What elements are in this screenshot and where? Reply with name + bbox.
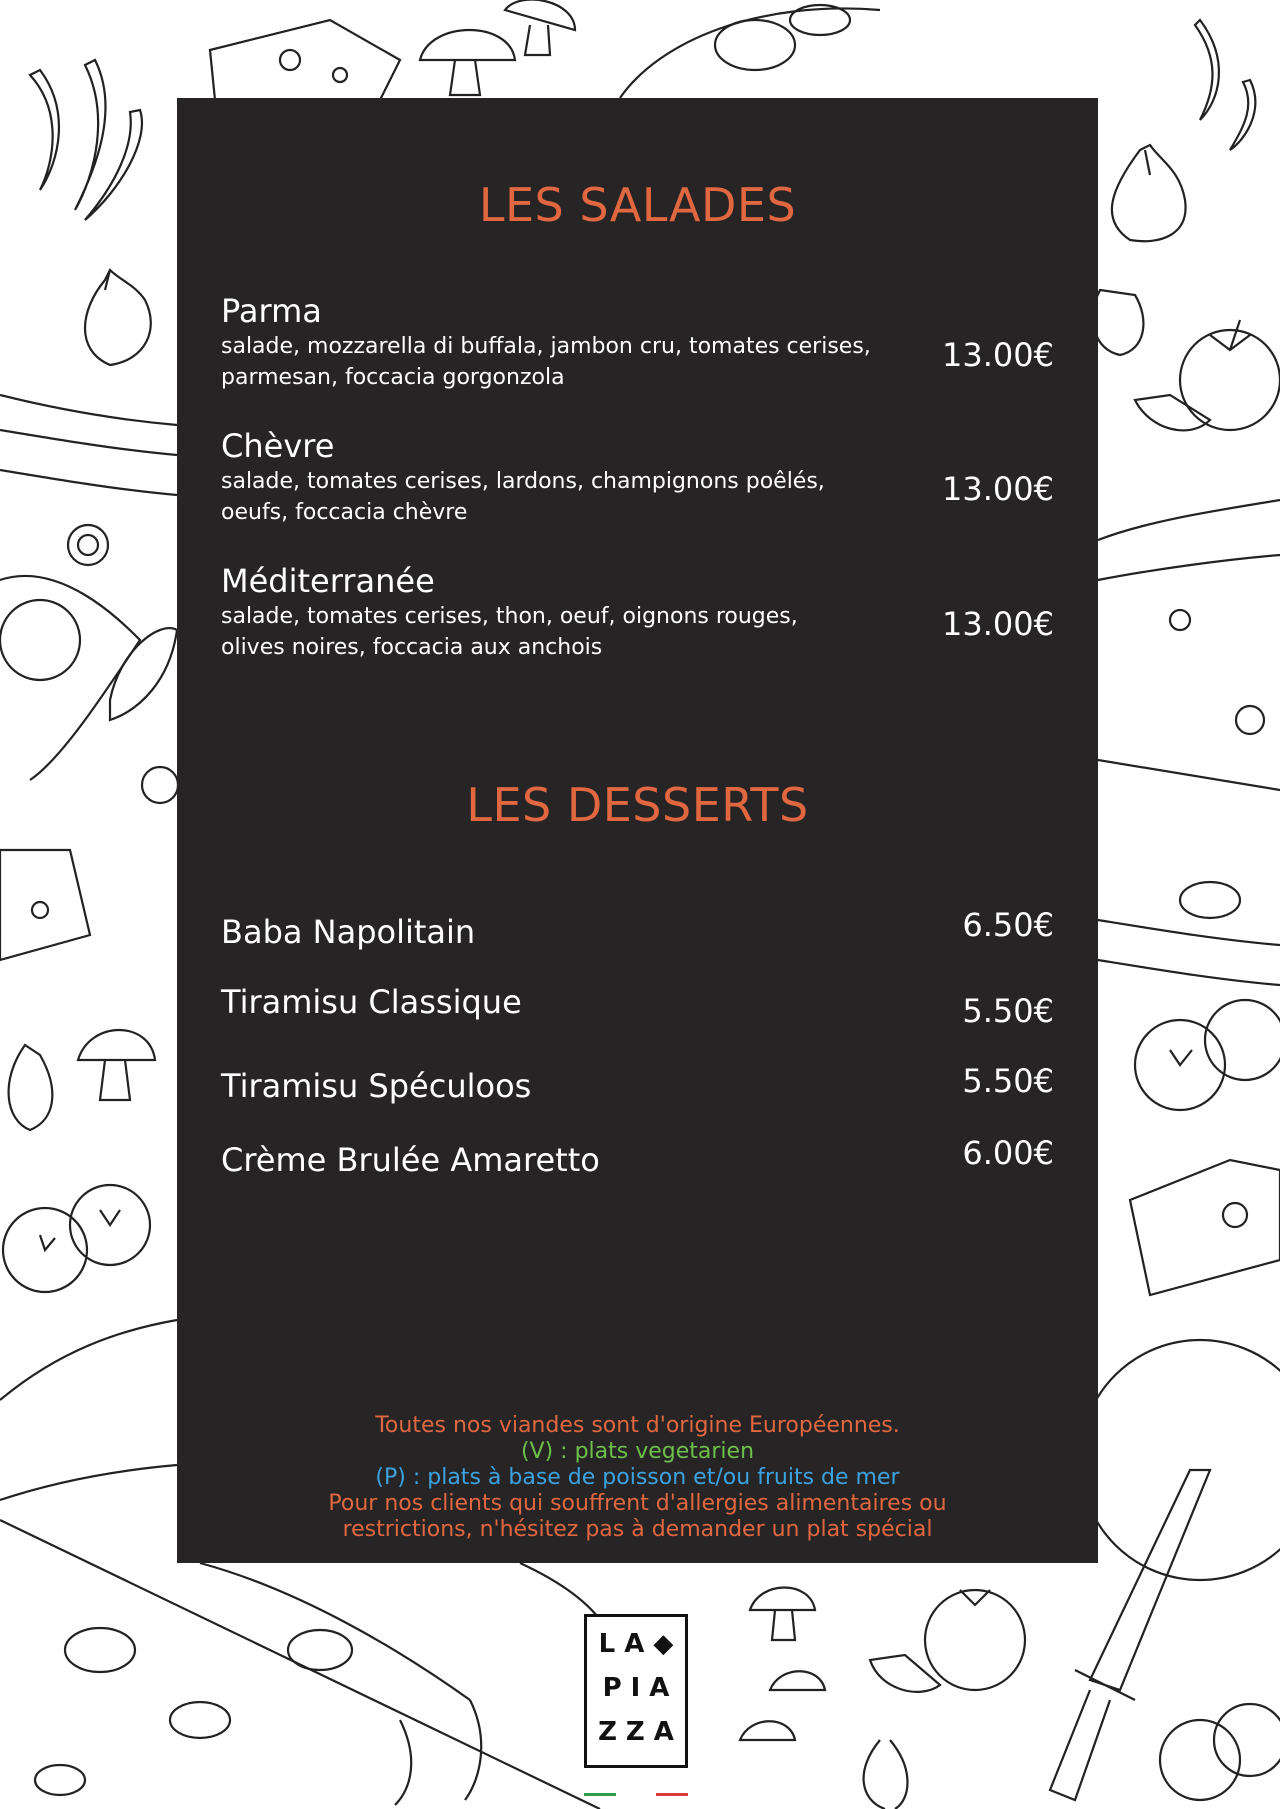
logo-line: LA◆	[598, 1629, 683, 1659]
item-price: 6.00€	[962, 1134, 1054, 1172]
logo-line: ZZA	[598, 1717, 683, 1747]
pizza-slice-icon	[1098, 500, 1280, 985]
menu-notes	[177, 1413, 1098, 1543]
item-name: Parma	[221, 292, 322, 330]
italian-flag-stripe	[584, 1793, 688, 1797]
garlic-icon	[1112, 145, 1186, 241]
cheese-icon	[1130, 1160, 1280, 1295]
pizza-slice-icon	[620, 5, 880, 98]
garlic-icon	[1093, 290, 1143, 355]
item-price: 5.50€	[962, 1062, 1054, 1100]
menu-item-baba	[221, 904, 1054, 950]
tomato-icon	[3, 1185, 150, 1292]
garlic-icon	[85, 270, 151, 365]
chili-pepper-icon	[30, 60, 142, 220]
item-name: Tiramisu Classique	[221, 983, 522, 1021]
menu-item-creme-brulee	[221, 1134, 1054, 1180]
item-price: 5.50€	[962, 992, 1054, 1030]
flag-stripe-green	[584, 1793, 616, 1796]
allergy-note-line: restrictions, n'hésitez pas à demander un plat spécial	[342, 1517, 933, 1542]
flag-stripe-white	[620, 1793, 652, 1796]
item-description-line: olives noires, foccacia aux anchois	[221, 635, 603, 660]
item-description-line: salade, tomates cerises, lardons, champignons poêlés,	[221, 469, 825, 494]
item-name: Crème Brulée Amaretto	[221, 1141, 600, 1179]
menu-item-chevre	[221, 426, 1054, 528]
allergy-note-line: Pour nos clients qui souffrent d'allergies alimentaires ou	[328, 1491, 947, 1516]
basil-leaf-icon	[110, 628, 177, 720]
chili-pepper-icon	[1195, 20, 1255, 150]
item-description-line: salade, mozzarella di buffala, jambon cru, tomates cerises,	[221, 334, 871, 359]
item-description	[221, 331, 901, 393]
vegetarian-note: (V) : plats vegetarien	[520, 1439, 755, 1464]
garlic-icon	[9, 1045, 53, 1130]
tomato-icon	[1135, 320, 1280, 430]
item-description-line: salade, tomates cerises, thon, oeuf, oignons rouges,	[221, 604, 798, 629]
tomato-icon	[870, 1590, 1280, 1800]
menu-item-tiramisu-classique	[221, 976, 1054, 1030]
menu-item-tiramisu-speculoos	[221, 1060, 1054, 1106]
item-name: Chèvre	[221, 427, 335, 465]
item-description	[221, 601, 901, 663]
la-piazza-logo	[584, 1614, 688, 1768]
cheese-icon	[210, 20, 400, 100]
flag-stripe-red	[656, 1793, 688, 1796]
mushroom-icon	[78, 1030, 155, 1100]
garlic-icon	[864, 1740, 908, 1809]
logo-line: PIA	[602, 1673, 679, 1703]
cheese-icon	[0, 850, 90, 960]
tomato-icon	[1135, 1000, 1280, 1110]
menu-item-mediterranee	[221, 561, 1054, 663]
item-price: 13.00€	[942, 605, 1054, 643]
item-price: 6.50€	[962, 906, 1054, 944]
item-price: 13.00€	[942, 336, 1054, 374]
item-price: 13.00€	[942, 470, 1054, 508]
desserts-title: LES DESSERTS	[466, 778, 809, 832]
salades-title: LES SALADES	[478, 178, 797, 232]
menu-panel	[177, 98, 1098, 1563]
item-description-line: oeufs, foccacia chèvre	[221, 500, 468, 525]
item-name: Baba Napolitain	[221, 913, 476, 951]
menu-item-parma	[221, 291, 1054, 393]
item-description	[221, 466, 901, 528]
mushroom-icon	[740, 1588, 825, 1741]
seafood-note: (P) : plats à base de poisson et/ou fruits de mer	[375, 1465, 900, 1490]
item-name: Méditerranée	[221, 562, 435, 600]
mushroom-icon	[420, 0, 575, 95]
origin-note: Toutes nos viandes sont d'origine Européennes.	[375, 1413, 900, 1438]
pizza-slice-icon	[0, 395, 178, 803]
item-name: Tiramisu Spéculoos	[221, 1067, 532, 1105]
item-description-line: parmesan, foccacia gorgonzola	[221, 365, 565, 390]
